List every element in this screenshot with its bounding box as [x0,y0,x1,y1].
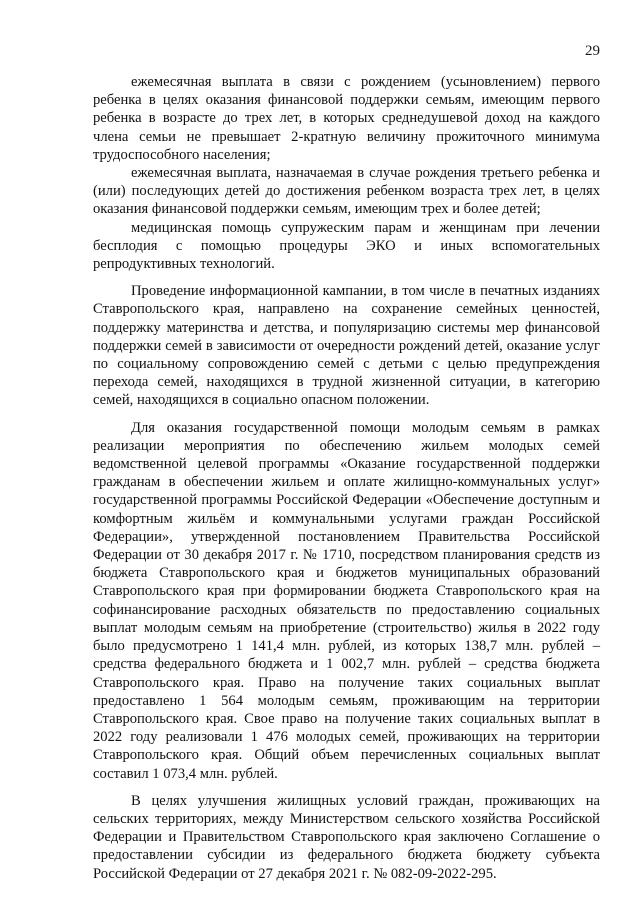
paragraph-third-child-payment: ежемесячная выплата, назначаемая в случае рождения третьего ребенка и (или) последующих детей до достижения ребенком возраста трех лет, в целях оказания финансовой поддержки семьям, имеющим трех и более детей; [93,165,600,218]
paragraph-rural-housing-agreement: В целях улучшения жилищных условий граждан, проживающих на сельских территориях, между Министерством сельского хозяйства Российской Федерации и Правительством Ставропольского края заключено Соглашение о предоставлении субсидии из федерального бюджета бюджету субъекта Российской Федерации от 27 декабря 2021 г. № 082-09-2022-295. [93,792,600,882]
paragraph-information-campaign: Проведение информационной кампании, в том числе в печатных изданиях Ставропольского края, направлено на сохранение семейных ценностей, поддержку материнства и детства, и популяризацию системы мер финансовой поддержки семей в зависимости от очередности рождений детей, оказание услуг по социальному сопровождению семей с детьми с целью предупреждения перехода семей, находящихся в трудной жизненной ситуации, в категорию семей, находящихся в социально опасном положении. [93,283,600,409]
paragraph-eco-medical-help: медицинская помощь супружеским парам и женщинам при лечении бесплодия с помощью процедуры ЭКО и иных вспомогательных репродуктивных технологий. [93,219,600,273]
document-body [93,73,600,883]
paragraph-young-families-housing: Для оказания государственной помощи молодым семьям в рамках реализации мероприятия по обеспечению жильем молодых семей ведомственной целевой программы «Оказание государственной поддержки гражданам в обеспечении жильем и оплате жилищно-коммунальных услуг» государственной программы Российской Федерации «Обеспечение доступным и комфортным жильём и коммунальными услугами граждан Российской Федерации», утвержденной постановлением Правительства Российской Федерации от 30 декабря 2017 г. № 1710, посредством планирования средств из бюджета Ставропольского края и бюджетов муниципальных образований Ставропольского края при формировании бюджета Ставропольского края на софинансирование расходных обязательств по предоставлению социальных выплат молодым семьям на приобретение (строительство) жилья в 2022 году было предусмотрено 1 141,4 млн. рублей, из которых 138,7 млн. рублей – средства федерального бюджета и 1 002,7 млн. рублей – средства бюджета Ставропольского края. Право на получение таких социальных выплат предоставлено 1 564 молодым семьям, проживающим на территории Ставропольского края. Свое право на получение таких социальных выплат в 2022 году реализовали 1 476 молодых семей, проживающих на территории Ставропольского края. Общий объем перечисленных социальных выплат составил 1 073,4 млн. рублей. [93,419,600,782]
paragraph-first-child-payment: ежемесячная выплата в связи с рождением (усыновлением) первого ребенка в целях оказания финансовой поддержки семьям, имеющим первого ребенка в возрасте до трех лет, в которых среднедушевой доход на каждого члена семьи не превышает 2-кратную величину прожиточного минимума трудоспособного населения; [93,74,600,163]
page-number: 29 [585,43,600,59]
